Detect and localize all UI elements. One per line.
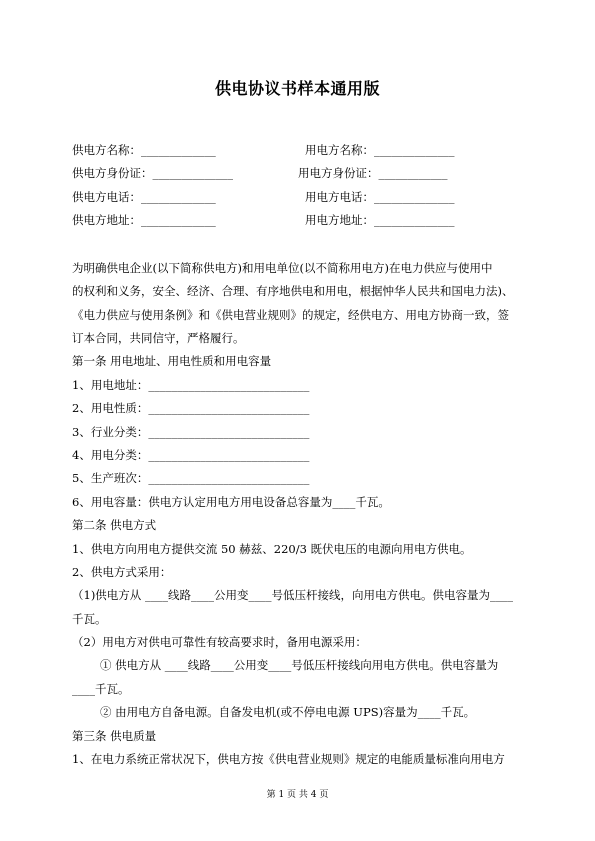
industry-class-line: 3、行业分类：____________________________ bbox=[72, 425, 310, 439]
consumer-address-field: 用电方地址：______________ bbox=[305, 213, 455, 227]
supplier-name-field: 供电方名称：_____________ bbox=[72, 143, 216, 157]
supplier-id-field: 供电方身份证：______________ bbox=[72, 166, 233, 180]
article-2-heading: 第二条 供电方式 bbox=[72, 518, 157, 532]
backup-1-line: ① 供电方从 ____线路____公用变____号低压杆接线向用电方供电。供电容量为 bbox=[100, 658, 499, 672]
supply-mode-line: 2、供电方式采用： bbox=[72, 565, 172, 579]
consumer-phone-field: 用电方电话：______________ bbox=[305, 190, 455, 204]
supplier-phone-field: 供电方电话：_____________ bbox=[72, 190, 216, 204]
article-3-heading: 第三条 供电质量 bbox=[72, 729, 157, 743]
usage-address-line: 1、用电地址：____________________________ bbox=[72, 378, 310, 392]
intro-line-1: 为明确供电企业(以下简称供电方)和用电单位(以不简称用电方)在电力供应与使用中 bbox=[72, 261, 493, 275]
supply-mode-1-line: （1)供电方从 ____线路____公用变____号低压杆接线，向用电方供电。供电容量为____ bbox=[72, 588, 513, 602]
intro-line-2: 的权利和义务，安全、经济、合理、有序地供电和用电，根据忡华人民共和国电力法)、 bbox=[72, 284, 514, 298]
quality-line-1: 1、在电力系统正常状况下，供电方按《供电营业规则》规定的电能质量标准向用电方 bbox=[72, 752, 505, 766]
page-footer: 第 1 页 共 4 页 bbox=[266, 790, 329, 800]
backup-2-line: ② 由用电方自备电源。自备发电机(或不停电电源 UPS)容量为____千瓦。 bbox=[100, 705, 476, 719]
supply-mode-1-cont: 千瓦。 bbox=[72, 612, 107, 626]
backup-1-cont: ____千瓦。 bbox=[72, 682, 130, 696]
usage-capacity-line: 6、用电容量：供电方认定用电方用电设备总容量为____千瓦。 bbox=[72, 495, 390, 509]
article-1-heading: 第一条 用电地址、用电性质和用电容量 bbox=[72, 354, 272, 368]
production-shift-line: 5、生产班次：____________________________ bbox=[72, 471, 310, 485]
usage-nature-line: 2、用电性质：____________________________ bbox=[72, 401, 310, 415]
intro-line-4: 订本合同，共同信守，严格履行。 bbox=[72, 331, 245, 345]
supply-mode-2-line: （2）用电方对供电可靠性有较高要求时，备用电源采用： bbox=[72, 635, 367, 649]
consumer-id-field: 用电方身份证：____________ bbox=[298, 166, 448, 180]
usage-class-line: 4、用电分类：____________________________ bbox=[72, 448, 310, 462]
consumer-name-field: 用电方名称：______________ bbox=[305, 143, 455, 157]
intro-line-3: 《电力供应与使用条例》和《供电营业规则》的规定，经供电方、用电方协商一致，签 bbox=[72, 308, 509, 322]
document-title: 供电协议书样本通用版 bbox=[214, 79, 380, 98]
supply-ac-line: 1、供电方向用电方提供交流 50 赫兹、220/3 既伏电压的电源向用电方供电。 bbox=[72, 542, 472, 556]
supplier-address-field: 供电方地址：_____________ bbox=[72, 213, 216, 227]
